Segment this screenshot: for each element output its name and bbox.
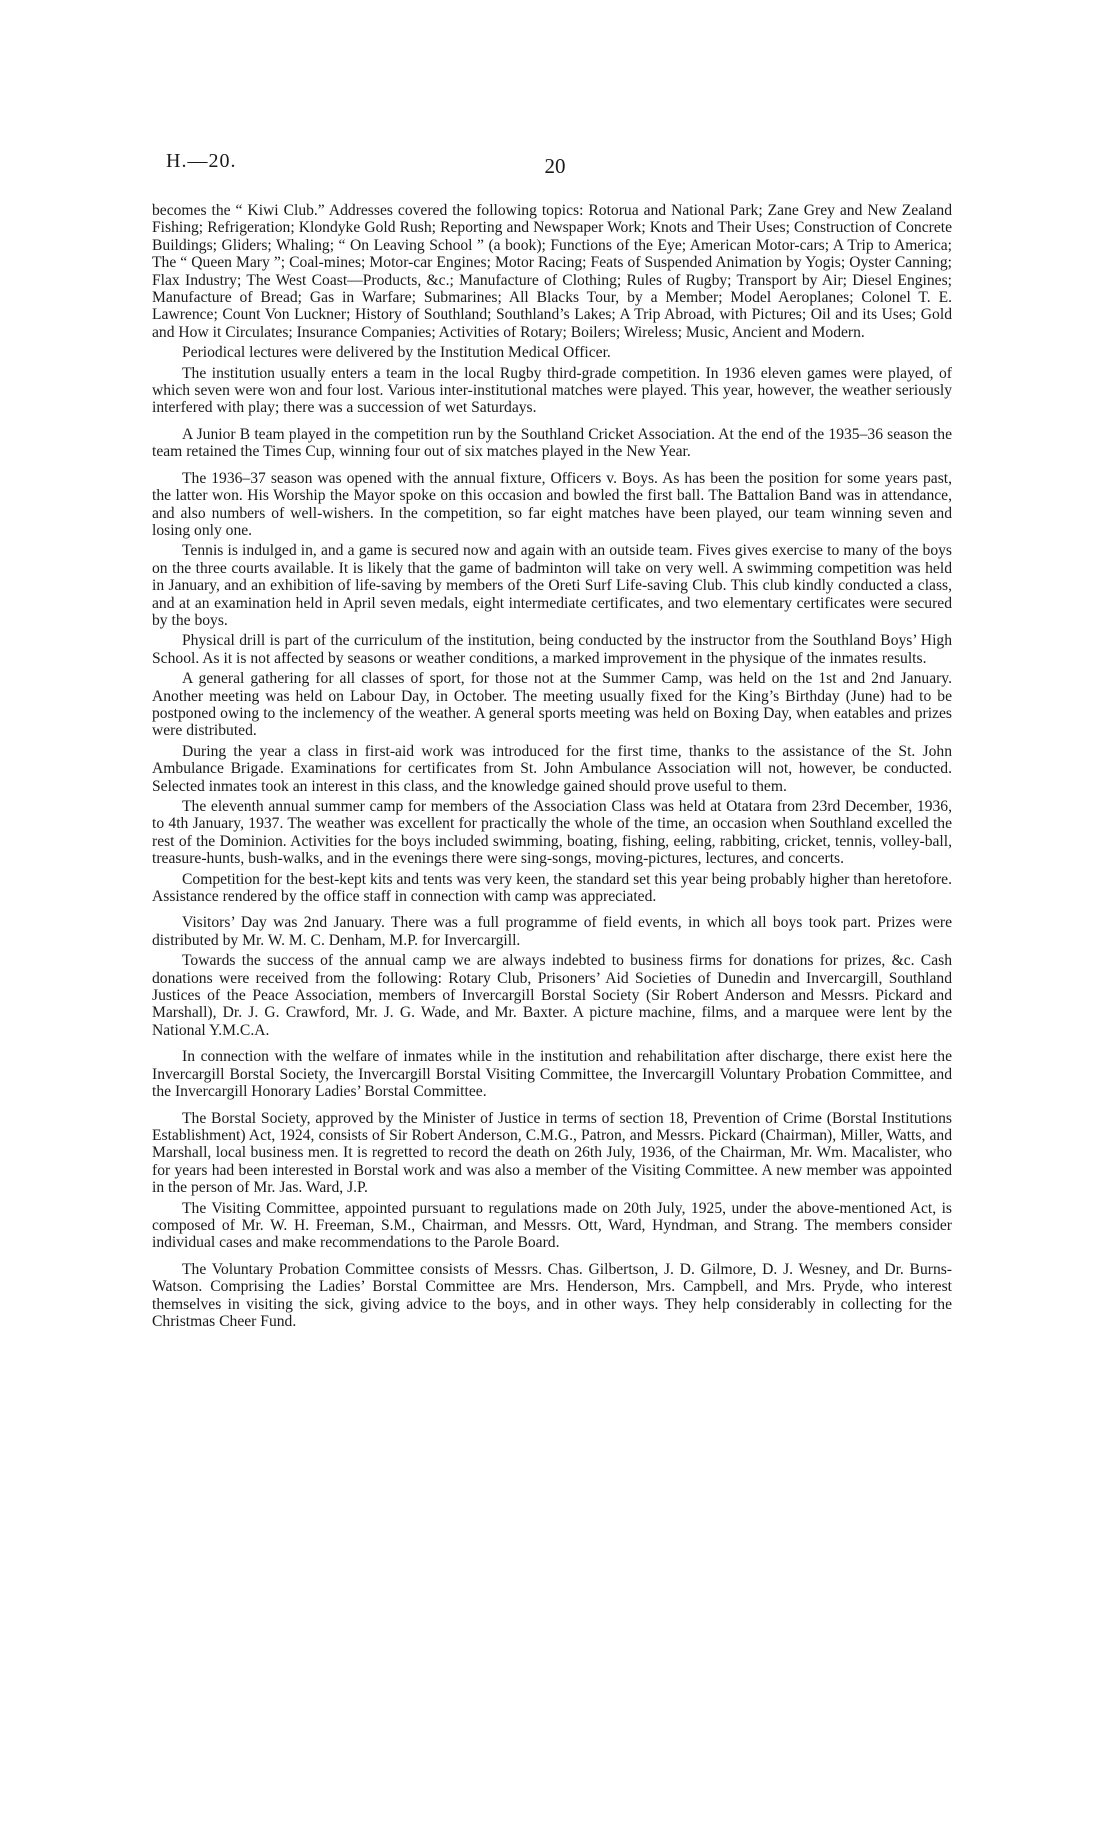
- paragraph-visitors-day: Visitors’ Day was 2nd January. There was a full programme of field events, in which all boys took part. Prizes were distributed by Mr. W. M. C. Denham, M.P. for Invercargill.: [152, 914, 952, 949]
- paragraph-lectures: Periodical lectures were delivered by the Institution Medical Officer.: [182, 344, 611, 362]
- paragraph-club-topics: becomes the “ Kiwi Club.” Addresses covered the following topics: Rotorua and National Park; Zane Grey and New Zealand Fishing; Refrigeration; Klondyke Gold Rush; Reporting and Newspaper Work; Knots and Their Uses; Construction of Concrete Buildings; Gliders; Whaling; “ On Leaving School ” (a book); Functions of the Eye; American Motor-cars; A Trip to America; The “ Queen Mary ”; Coal-mines; Motor-car Engines; Motor Racing; Feats of Suspended Animation by Yogis; Oyster Canning; Flax Industry; The West Coast—Products, &c.; Manufacture of Clothing; Rules of Rugby; Transport by Air; Diesel Engines; Manufacture of Bread; Gas in Warfare; Submarines; All Blacks Tour, by a Member; Model Aeroplanes; Colonel T. E. Lawrence; Count Von Luckner; History of Southland; Southland’s Lakes; A Trip Abroad, with Pictures; Oil and its Uses; Gold and How it Circulates; Insurance Companies; Activities of Rotary; Boilers; Wireless; Music, Ancient and Modern.: [152, 202, 952, 341]
- paragraph-physical-drill: Physical drill is part of the curriculum of the institution, being conducted by the instructor from the Southland Boys’ High School. As it is not affected by seasons or weather conditions, a marked improvement in the physique of the inmates results.: [152, 632, 952, 667]
- paragraph-cricket-season: The 1936–37 season was opened with the annual fixture, Officers v. Boys. As has been the position for some years past, the latter won. His Worship the Mayor spoke on this occasion and bowled the first ball. The Battalion Band was in attendance, and also numbers of well-wishers. In the competition, so far eight matches have been played, our team winning seven and losing only one.: [152, 469, 952, 539]
- paragraph-summer-camp: The eleventh annual summer camp for members of the Association Class was held at Otatara from 23rd December, 1936, to 4th January, 1937. The weather was excellent for practically the whole of the time, an occasion when Southland excelled the rest of the Dominion. Activities for the boys included swimming, boating, fishing, eeling, rabbiting, cricket, tennis, volley-ball, treasure-hunts, bush-walks, and in the evenings there were sing-songs, moving-pictures, lectures, and concerts.: [152, 798, 952, 868]
- paragraph-donations: Towards the success of the annual camp we are always indebted to business firms for donations for prizes, &c. Cash donations were received from the following: Rotary Club, Prisoners’ Aid Societies of Dunedin and Invercargill, Southland Justices of the Peace Association, members of Invercargill Borstal Society (Sir Robert Anderson and Messrs. Pickard and Marshall), Dr. J. G. Crawford, Mr. J. G. Wade, and Mr. Baxter. A picture machine, films, and a marquee were lent by the National Y.M.C.A.: [152, 952, 952, 1039]
- body-text: [152, 202, 952, 1333]
- paragraph-competition: Competition for the best-kept kits and tents was very keen, the standard set this year being probably higher than heretofore. Assistance rendered by the office staff in connection with camp was appreciated.: [152, 870, 952, 906]
- paragraph-welfare: In connection with the welfare of inmates while in the institution and rehabilitation after discharge, there exist here the Invercargill Borstal Society, the Invercargill Borstal Visiting Committee, the Invercargill Voluntary Probation Committee, and the Invercargill Honorary Ladies’ Borstal Committee.: [152, 1048, 952, 1101]
- paragraph-sports-gathering: A general gathering for all classes of sport, for those not at the Summer Camp, was held on the 1st and 2nd January. Another meeting was held on Labour Day, in October. The meeting usually fixed for the King’s Birthday (June) had to be postponed owing to the inclemency of the weather. A general sports meeting was held on Boxing Day, when eatables and prizes were distributed.: [152, 670, 952, 740]
- paragraph-tennis-swimming: Tennis is indulged in, and a game is secured now and again with an outside team. Fives gives exercise to many of the boys on the three courts available. It is likely that the game of badminton will take on very well. A swimming competition was held in January, and an exhibition of life-saving by members of the Oreti Surf Life-saving Club. This club kindly conducted a class, and at an examination held in April seven medals, eight intermediate certificates, and two elementary certificates were secured by the boys.: [152, 542, 952, 629]
- paragraph-visiting-committee: The Visiting Committee, appointed pursuant to regulations made on 20th July, 1925, under the above-mentioned Act, is composed of Mr. W. H. Freeman, S.M., Chairman, and Messrs. Ott, Ward, Hyndman, and Strang. The members consider individual cases and make recommendations to the Parole Board.: [152, 1199, 952, 1252]
- page-number: 20: [544, 154, 566, 178]
- paragraph-rugby: The institution usually enters a team in the local Rugby third-grade competition. In 1936 eleven games were played, of which seven were won and four lost. Various inter-institutional matches were played. This year, however, the weather seriously interfered with play; there was a succession of wet Saturdays.: [152, 364, 952, 417]
- paragraph-probation-committee: The Voluntary Probation Committee consists of Messrs. Chas. Gilbertson, J. D. Gilmore, D. J. Wesney, and Dr. Burns-Watson. Comprising the Ladies’ Borstal Committee are Mrs. Henderson, Mrs. Campbell, and Mrs. Pryde, who interest themselves in visiting the sick, giving advice to the boys, and in other ways. They help considerably in collecting for the Christmas Cheer Fund.: [152, 1260, 952, 1330]
- document-reference: H.—20.: [166, 150, 237, 172]
- paragraph-first-aid: During the year a class in first-aid work was introduced for the first time, thanks to the assistance of the St. John Ambulance Brigade. Examinations for certificates from St. John Ambulance Association will not, however, be conducted. Selected inmates took an interest in this class, and the knowledge gained should prove useful to them.: [152, 742, 952, 795]
- page-header: [150, 150, 960, 182]
- paragraph-cricket: A Junior B team played in the competition run by the Southland Cricket Association. At the end of the 1935–36 season the team retained the Times Cup, winning four out of six matches played in the New Year.: [152, 425, 952, 461]
- paragraph-borstal-society: The Borstal Society, approved by the Minister of Justice in terms of section 18, Prevention of Crime (Borstal Institutions Establishment) Act, 1924, consists of Sir Robert Anderson, C.M.G., Patron, and Messrs. Pickard (Chairman), Miller, Watts, and Marshall, local business men. It is regretted to record the death on 26th July, 1936, of the Chairman, Mr. Wm. Macalister, who for years had been interested in Borstal work and was also a member of the Visiting Committee. A new member was appointed in the person of Mr. Jas. Ward, J.P.: [152, 1109, 952, 1197]
